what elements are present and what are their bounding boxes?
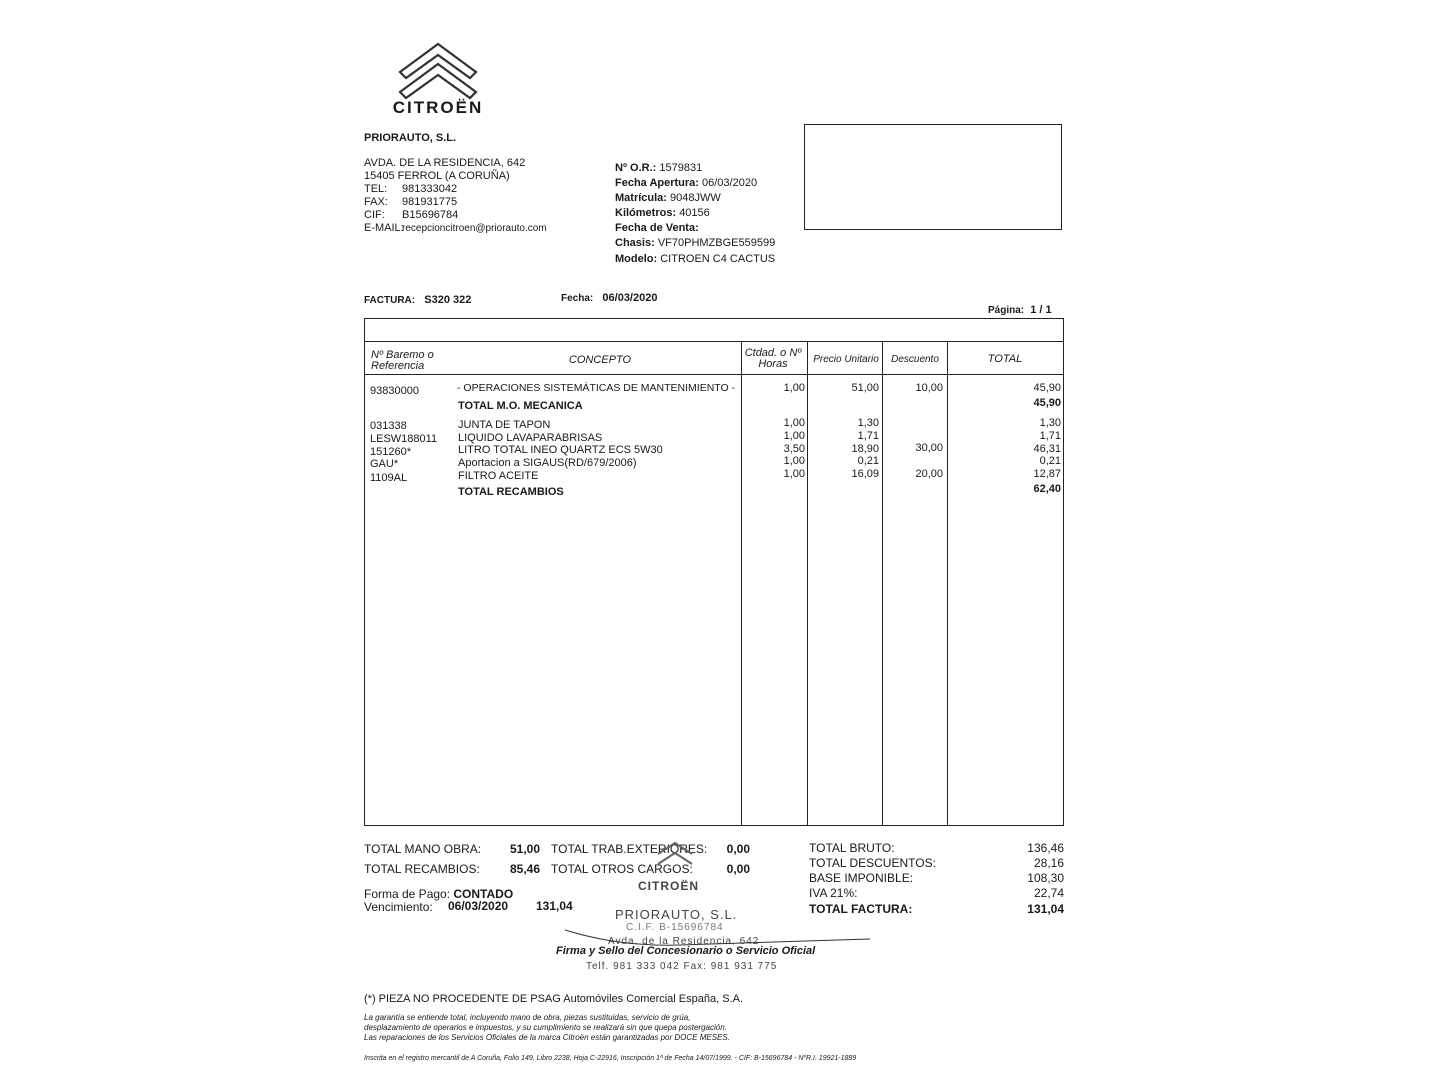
row-precio: 0,21 <box>857 455 879 467</box>
order-open-date: Fecha Apertura: 06/03/2020 <box>615 177 758 189</box>
row-precio: 16,09 <box>851 468 879 480</box>
company-address-2: 15405 FERROL (A CORUÑA) <box>364 170 510 182</box>
row-cantidad: 1,00 <box>783 382 805 394</box>
forma-pago: Forma de Pago: CONTADO <box>364 887 514 901</box>
header-descuento: Descuento <box>891 354 939 365</box>
row-concepto: JUNTA DE TAPON <box>458 419 551 431</box>
invoice-page: Página: 1 / 1 <box>988 304 1052 316</box>
company-name: PRIORAUTO, S.L. <box>364 132 457 144</box>
customer-address-box <box>804 124 1062 230</box>
row-precio: 18,90 <box>851 443 879 455</box>
row-precio: 1,30 <box>857 417 879 429</box>
row-ref: 031338 <box>370 420 407 432</box>
order-chassis: Chasis: VF70PHMZBGE559599 <box>615 237 776 249</box>
row-precio: 51,00 <box>851 382 879 394</box>
row-cantidad: 1,00 <box>783 455 805 467</box>
stamp-line-1: PRIORAUTO, S.L. <box>615 907 738 922</box>
stamp-line-2: C.I.F. B-15696784 <box>626 922 724 933</box>
row-total: 1,30 <box>1039 417 1061 429</box>
row-ref: 1109AL <box>370 472 408 484</box>
invoice-number: FACTURA: S320 322 <box>364 294 472 306</box>
subtotal-recambios-label: TOTAL RECAMBIOS <box>458 486 564 498</box>
header-cantidad: Ctdad. o Nº Horas <box>744 347 802 370</box>
header-concepto: CONCEPTO <box>568 354 632 366</box>
order-sale-date: Fecha de Venta: <box>615 222 699 234</box>
header-ref: Nº Baremo o Referencia <box>371 349 434 372</box>
order-km: Kilómetros: 40156 <box>615 207 710 219</box>
row-concepto: FILTRO ACEITE <box>458 470 539 482</box>
row-precio: 1,71 <box>857 430 879 442</box>
total-recambios-value: 85,46 <box>509 862 540 876</box>
base-imponible-value: 108,30 <box>1027 871 1064 885</box>
company-fax: FAX: 981931775 <box>364 196 458 208</box>
header-precio: Precio Unitario <box>813 354 879 365</box>
total-recambios-label: TOTAL RECAMBIOS: <box>364 862 480 876</box>
row-concepto: Aportacion a SIGAUS(RD/679/2006) <box>458 457 637 469</box>
row-descuento: 20,00 <box>915 468 943 480</box>
order-number: Nº O.R.: 1579831 <box>615 162 703 174</box>
signature-caption: Firma y Sello del Concesionario o Servicio Oficial <box>556 945 816 957</box>
row-descuento: 10,00 <box>915 382 943 394</box>
total-trab-ext-value: 0,00 <box>726 842 750 856</box>
subtotal-mo-label: TOTAL M.O. MECANICA <box>458 400 583 412</box>
total-otros-label: TOTAL OTROS CARGOS: <box>551 862 693 876</box>
total-descuentos-label: TOTAL DESCUENTOS: <box>809 856 936 870</box>
row-ref: GAU* <box>370 458 399 470</box>
stamp-line-4: Telf. 981 333 042 Fax: 981 931 775 <box>586 961 778 972</box>
total-factura-value: 131,04 <box>1027 902 1064 916</box>
row-total: 46,31 <box>1033 443 1061 455</box>
footer-note: (*) PIEZA NO PROCEDENTE DE PSAG Automóviles Comercial España, S.A. <box>364 993 744 1005</box>
subtotal-mo-value: 45,90 <box>1033 397 1061 409</box>
registry-line: Inscrita en el registro mercantil de A Coruña, Folio 149, Libro 2238, Hoja C-22916, Inscripción 1ª de Fecha 14/07/1999. - CIF: B-15696784 - NºR.I. 19921-1889 <box>364 1055 857 1062</box>
base-imponible-label: BASE IMPONIBLE: <box>809 871 914 885</box>
vencimiento-label: Vencimiento: <box>364 900 433 914</box>
stamp-chevrons-icon <box>650 840 700 870</box>
signature-stroke-icon <box>560 925 880 955</box>
subtotal-recambios-value: 62,40 <box>1033 483 1061 495</box>
row-cantidad: 3,50 <box>783 443 805 455</box>
total-mano-obra-value: 51,00 <box>509 842 540 856</box>
row-concepto: LIQUIDO LAVAPARABRISAS <box>458 432 603 444</box>
row-ref: 93830000 <box>370 385 419 397</box>
warranty-line-1: La garantía se entiende total, incluyendo mano de obra, piezas sustituidas, servicio de grúa, <box>364 1013 691 1022</box>
total-descuentos-value: 28,16 <box>1033 856 1064 870</box>
total-trab-ext-label: TOTAL TRAB.EXTERIORES: <box>551 842 708 856</box>
total-factura-label: TOTAL FACTURA: <box>809 902 913 916</box>
row-total: 12,87 <box>1033 468 1061 480</box>
total-mano-obra-label: TOTAL MANO OBRA: <box>364 842 482 856</box>
stamp-line-3: Avda. de la Residencia, 642 <box>608 936 760 947</box>
warranty-line-2: desplazamiento de operarios e impuestos, y su cumplimiento se realizará sin que quepa postergación. <box>364 1023 727 1032</box>
row-cantidad: 1,00 <box>783 468 805 480</box>
row-cantidad: 1,00 <box>783 417 805 429</box>
company-email: E-MAIL:recepcioncitroen@priorauto.com <box>364 222 547 234</box>
row-concepto: LITRO TOTAL INEO QUARTZ ECS 5W30 <box>458 444 663 456</box>
row-total: 1,71 <box>1039 430 1061 442</box>
row-cantidad: 1,00 <box>783 430 805 442</box>
total-bruto-label: TOTAL BRUTO: <box>809 841 895 855</box>
brand-name: CITROËN <box>392 98 484 117</box>
invoice-date: Fecha: 06/03/2020 <box>561 292 658 304</box>
vencimiento-amount: 131,04 <box>536 899 573 913</box>
stamp-brand: CITROËN <box>638 879 699 893</box>
row-concepto: - OPERACIONES SISTEMÁTICAS DE MANTENIMIENTO - <box>457 382 736 394</box>
company-address-1: AVDA. DE LA RESIDENCIA, 642 <box>364 157 526 169</box>
row-total: 0,21 <box>1039 455 1061 467</box>
line-items-table <box>364 318 1064 826</box>
iva-value: 22,74 <box>1033 886 1064 900</box>
row-ref: LESW188011 <box>370 433 438 445</box>
total-otros-value: 0,00 <box>726 862 750 876</box>
row-total: 45,90 <box>1033 382 1061 394</box>
company-cif: CIF: B15696784 <box>364 209 459 221</box>
company-tel: TEL: 981333042 <box>364 183 458 195</box>
total-bruto-value: 136,46 <box>1027 841 1064 855</box>
warranty-line-3: Las reparaciones de los Servicios Oficiales de la marca Citroën están garantizadas por DOCE MESES. <box>364 1033 730 1042</box>
header-total: TOTAL <box>987 353 1023 365</box>
row-descuento: 30,00 <box>915 442 943 454</box>
order-model: Modelo: CITROEN C4 CACTUS <box>615 253 776 265</box>
order-plate: Matrícula: 9048JWW <box>615 192 721 204</box>
iva-label: IVA 21%: <box>809 886 858 900</box>
vencimiento-date: 06/03/2020 <box>448 899 509 913</box>
row-ref: 151260* <box>370 446 411 458</box>
